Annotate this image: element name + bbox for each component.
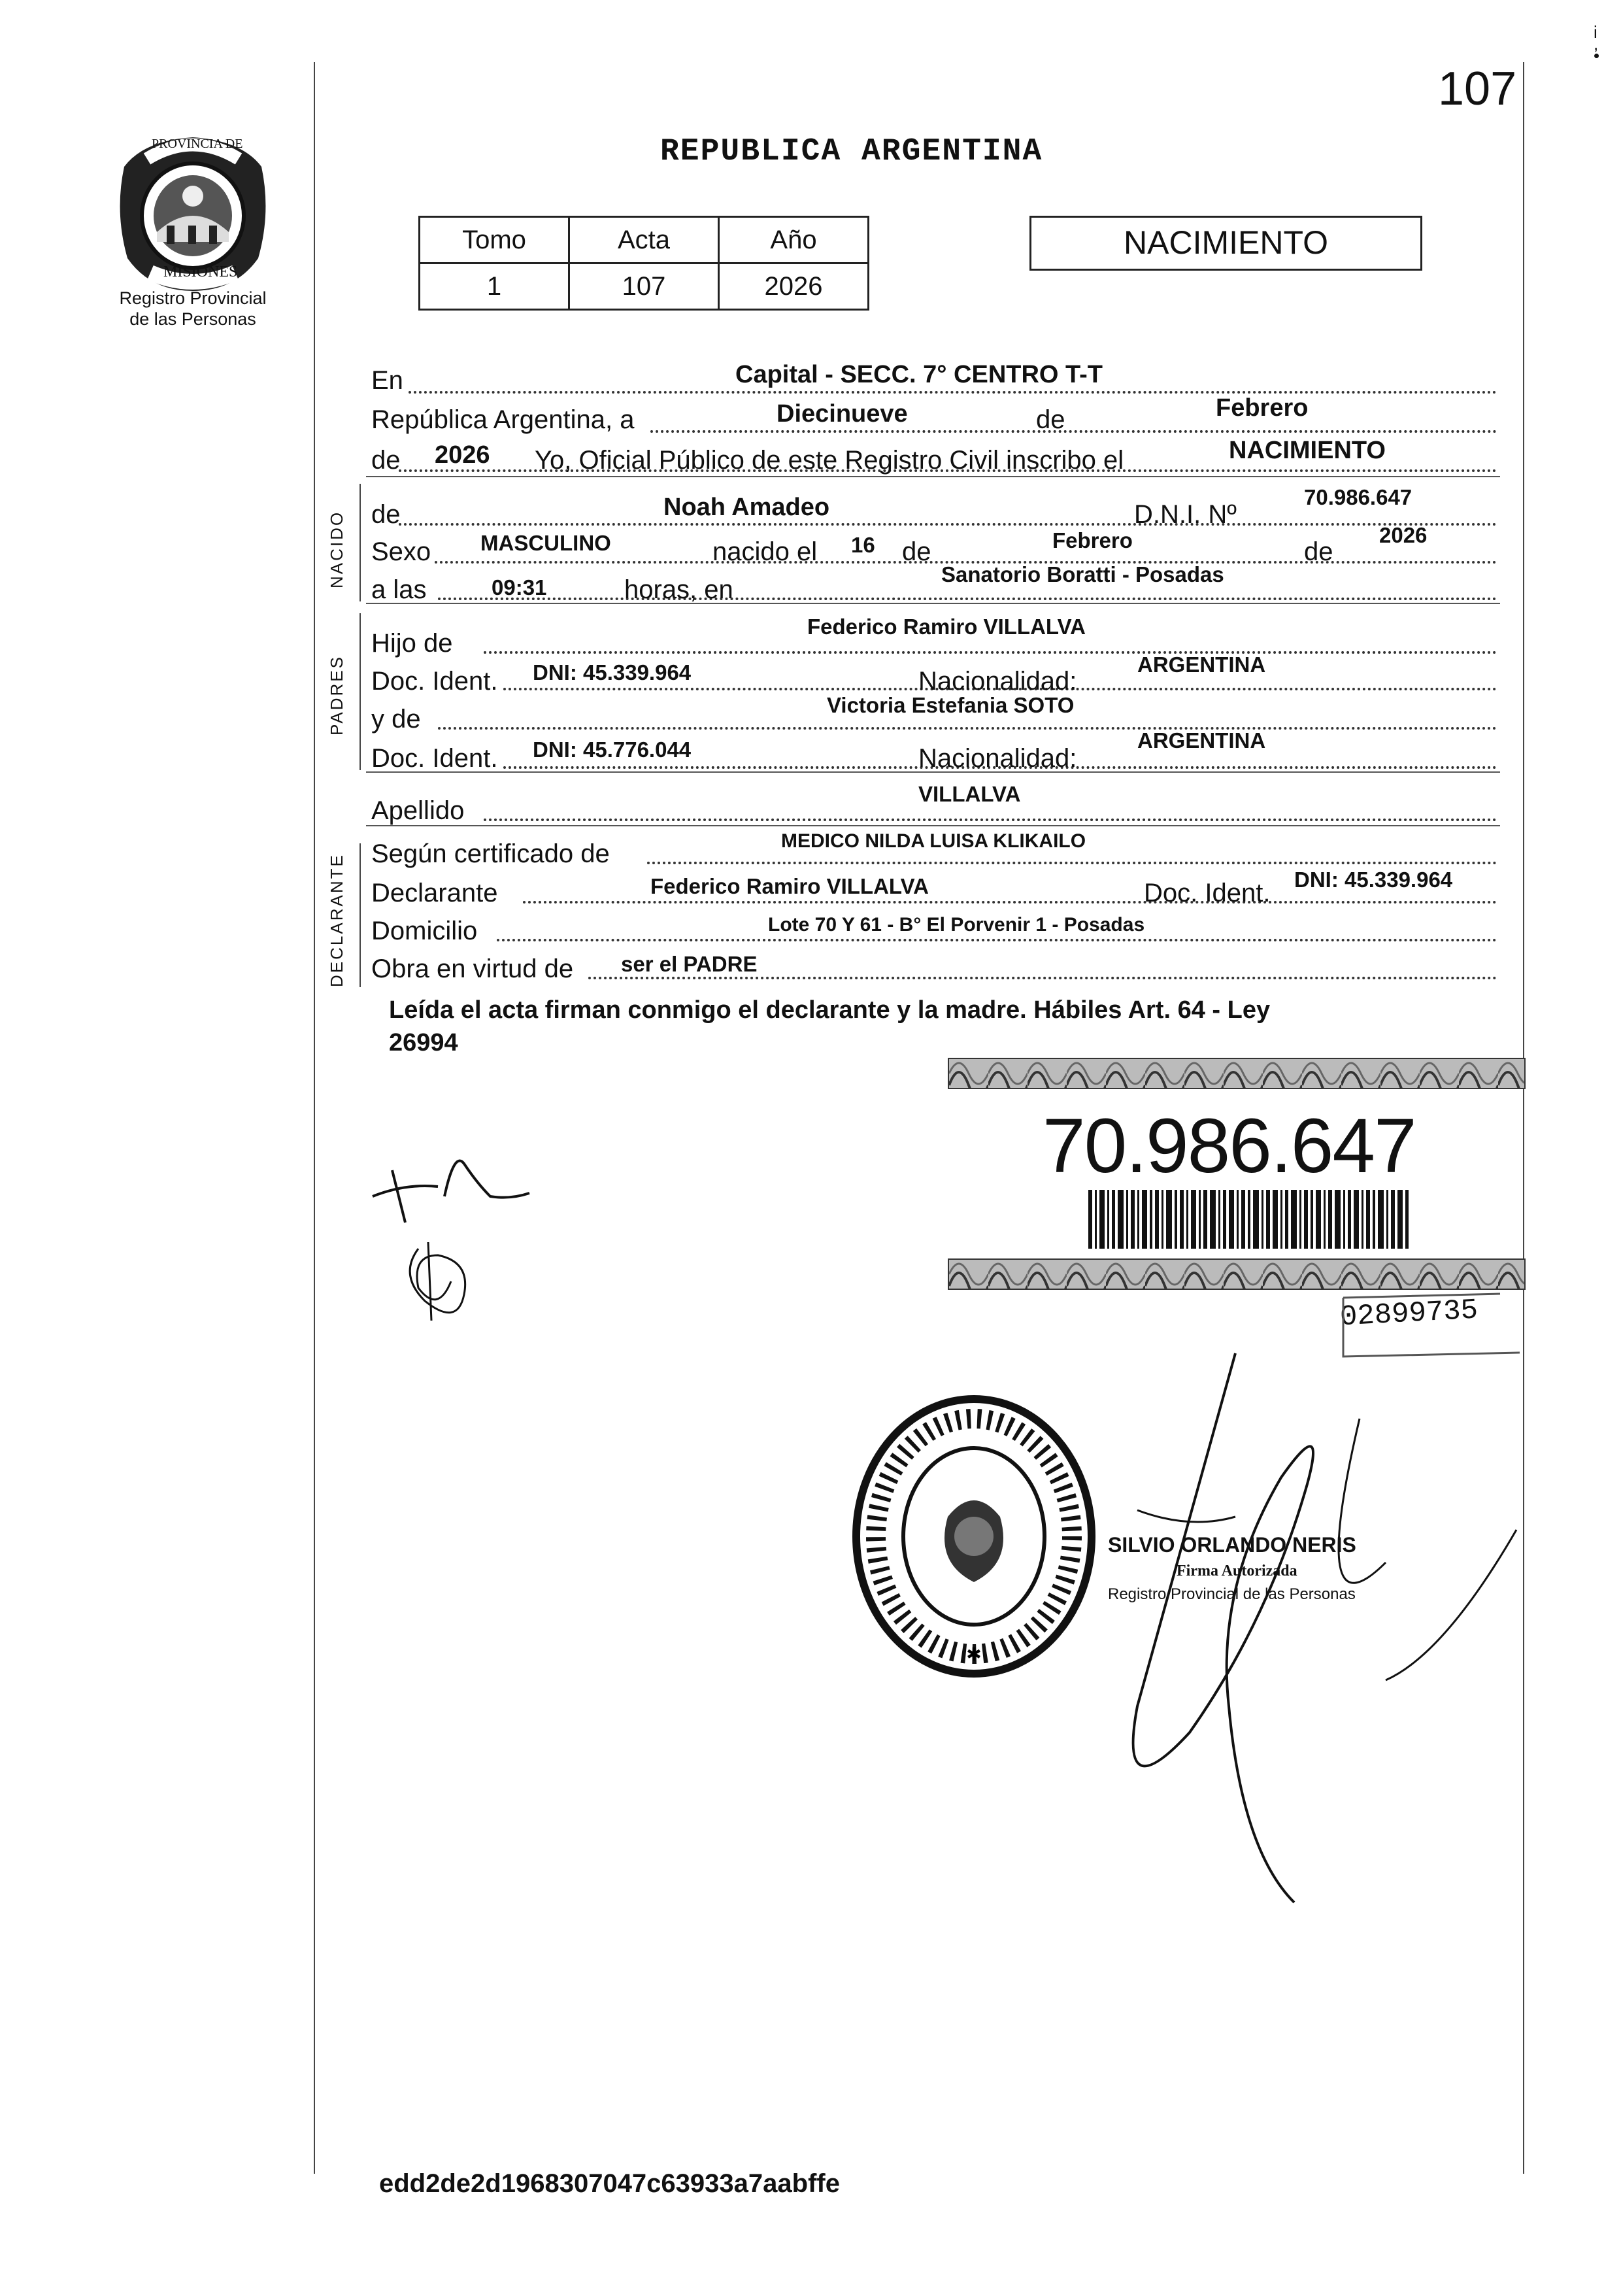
label-sexo: Sexo <box>371 537 431 566</box>
value-madre-nacionalidad: ARGENTINA <box>1137 728 1266 752</box>
value-inscripcion-anio: 2026 <box>435 441 490 469</box>
closing-statement <box>389 994 1500 1059</box>
security-band-top <box>948 1058 1526 1089</box>
seal-text-bottom: MISIONES <box>163 263 238 280</box>
value-obra: ser el PADRE <box>621 952 758 976</box>
dots-en <box>409 391 1497 394</box>
separator-1 <box>366 476 1500 477</box>
value-tomo: 1 <box>420 263 569 310</box>
official-role: Firma Autorizada <box>1177 1562 1297 1579</box>
value-nombre: Noah Amadeo <box>663 494 830 521</box>
document-hash: edd2de2d1968307047c63933a7aabffe <box>379 2169 840 2198</box>
label-madre-nac: Nacionalidad: <box>918 744 1077 773</box>
value-nacido-anio: 2026 <box>1379 523 1428 547</box>
header-anio: Año <box>719 217 869 263</box>
label-nacido-de-1: de <box>902 537 931 566</box>
side-label-declarante: DECLARANTE <box>327 853 346 987</box>
record-table-header <box>420 217 869 263</box>
dots-apellido <box>484 819 1497 821</box>
label-obra: Obra en virtud de <box>371 954 574 983</box>
separator-4 <box>366 825 1500 826</box>
label-y-de: y de <box>371 705 421 734</box>
value-lugar: Sanatorio Boratti - Posadas <box>941 562 1224 586</box>
side-label-nacido: NACIDO <box>327 510 346 588</box>
value-domicilio: Lote 70 Y 61 - B° El Porvenir 1 - Posadas <box>768 914 1145 936</box>
record-type-box: NACIMIENTO <box>1029 216 1422 271</box>
value-certificado: MEDICO NILDA LUISA KLIKAILO <box>781 830 1086 852</box>
label-en: En <box>371 366 403 395</box>
label-horas-en: horas, en <box>624 575 733 604</box>
serial-number: 02899735 <box>1339 1294 1479 1334</box>
label-certificado: Según certificado de <box>371 839 610 868</box>
left-margin-line <box>314 62 315 2174</box>
value-declarante: Federico Ramiro VILLALVA <box>650 874 929 898</box>
registry-name-line2: de las Personas <box>129 309 256 329</box>
label-fecha-2: de <box>1036 405 1065 434</box>
label-dni: D.N.I. Nº <box>1134 500 1237 529</box>
declarante-bracket <box>359 843 361 987</box>
value-apellido: VILLALVA <box>918 782 1021 806</box>
dots-obra <box>588 977 1497 979</box>
value-acta: 107 <box>569 263 719 310</box>
dots-fecha <box>650 430 1497 433</box>
value-hora: 09:31 <box>492 575 547 599</box>
value-padre-nacionalidad: ARGENTINA <box>1137 652 1266 677</box>
closing-line-1: Leída el acta firman conmigo el declarante y la madre. Hábiles Art. 64 - Ley <box>389 996 1271 1024</box>
nacido-bracket <box>359 484 361 601</box>
value-madre-nombre: Victoria Estefania SOTO <box>827 693 1075 717</box>
dots-domicilio <box>497 939 1497 941</box>
handwritten-initials <box>366 1138 549 1327</box>
value-nacido-dia: 16 <box>851 533 875 557</box>
label-inscripcion-2: Yo, Oficial Público de este Registro Civil inscribo el <box>535 446 1124 475</box>
label-nacido-el: nacido el <box>712 537 818 566</box>
dots-madre <box>438 727 1497 730</box>
value-madre-doc: DNI: 45.776.044 <box>533 737 692 762</box>
seal-text-top: PROVINCIA DE <box>152 137 243 151</box>
label-domicilio: Domicilio <box>371 917 478 945</box>
value-en: Capital - SECC. 7° CENTRO T-T <box>735 361 1103 388</box>
dots-padre <box>484 651 1497 654</box>
value-anio: 2026 <box>719 263 869 310</box>
official-name: SILVIO ORLANDO NERIS <box>1108 1533 1356 1557</box>
label-fecha-1: República Argentina, a <box>371 405 635 434</box>
side-label-padres: PADRES <box>327 655 346 735</box>
registry-name <box>85 288 301 329</box>
label-nombre-1: de <box>371 500 401 529</box>
official-office: Registro Provincial de las Personas <box>1108 1585 1356 1603</box>
dots-declarante <box>523 901 1497 903</box>
barcode <box>1088 1190 1409 1249</box>
label-apellido: Apellido <box>371 796 465 825</box>
label-declarante-doc: Doc. Ident. <box>1144 879 1271 907</box>
separator-2 <box>366 603 1500 604</box>
dni-number-large: 70.986.647 <box>1043 1103 1416 1189</box>
padres-bracket <box>359 613 361 770</box>
value-dni: 70.986.647 <box>1304 485 1412 509</box>
label-declarante: Declarante <box>371 879 498 907</box>
label-a-las: a las <box>371 575 427 604</box>
security-band-bottom <box>948 1258 1526 1290</box>
label-madre-doc: Doc. Ident. <box>371 744 498 773</box>
value-padre-doc: DNI: 45.339.964 <box>533 660 692 684</box>
label-nacido-de-2: de <box>1304 537 1333 566</box>
value-inscripcion-tipo: NACIMIENTO <box>1229 437 1386 464</box>
dots-nombre <box>399 523 1497 526</box>
value-fecha-mes: Febrero <box>1216 394 1309 422</box>
edge-mark: i , • <box>1594 22 1600 65</box>
svg-text:✱: ✱ <box>966 1644 982 1664</box>
label-padre-doc: Doc. Ident. <box>371 667 498 696</box>
province-seal-logo <box>111 127 275 294</box>
official-signature <box>1020 1314 1543 1935</box>
value-declarante-doc: DNI: 45.339.964 <box>1294 868 1453 892</box>
record-table-values <box>420 263 869 310</box>
label-padre-nac: Nacionalidad: <box>918 667 1077 696</box>
header-tomo: Tomo <box>420 217 569 263</box>
closing-line-2: 26994 <box>389 1029 458 1056</box>
value-sexo: MASCULINO <box>480 531 611 555</box>
registry-name-line1: Registro Provincial <box>119 288 267 308</box>
value-fecha-dia: Diecinueve <box>777 400 908 428</box>
value-nacido-mes: Febrero <box>1052 528 1133 552</box>
document-title: REPUBLICA ARGENTINA <box>660 134 1043 169</box>
label-inscripcion-1: de <box>371 446 401 475</box>
dots-hora <box>438 598 1497 600</box>
page-number: 107 <box>1438 63 1517 115</box>
header-acta: Acta <box>569 217 719 263</box>
dots-certificado <box>647 862 1497 864</box>
label-hijo-de: Hijo de <box>371 629 453 658</box>
record-table <box>418 216 869 311</box>
value-padre-nombre: Federico Ramiro VILLALVA <box>807 615 1086 639</box>
